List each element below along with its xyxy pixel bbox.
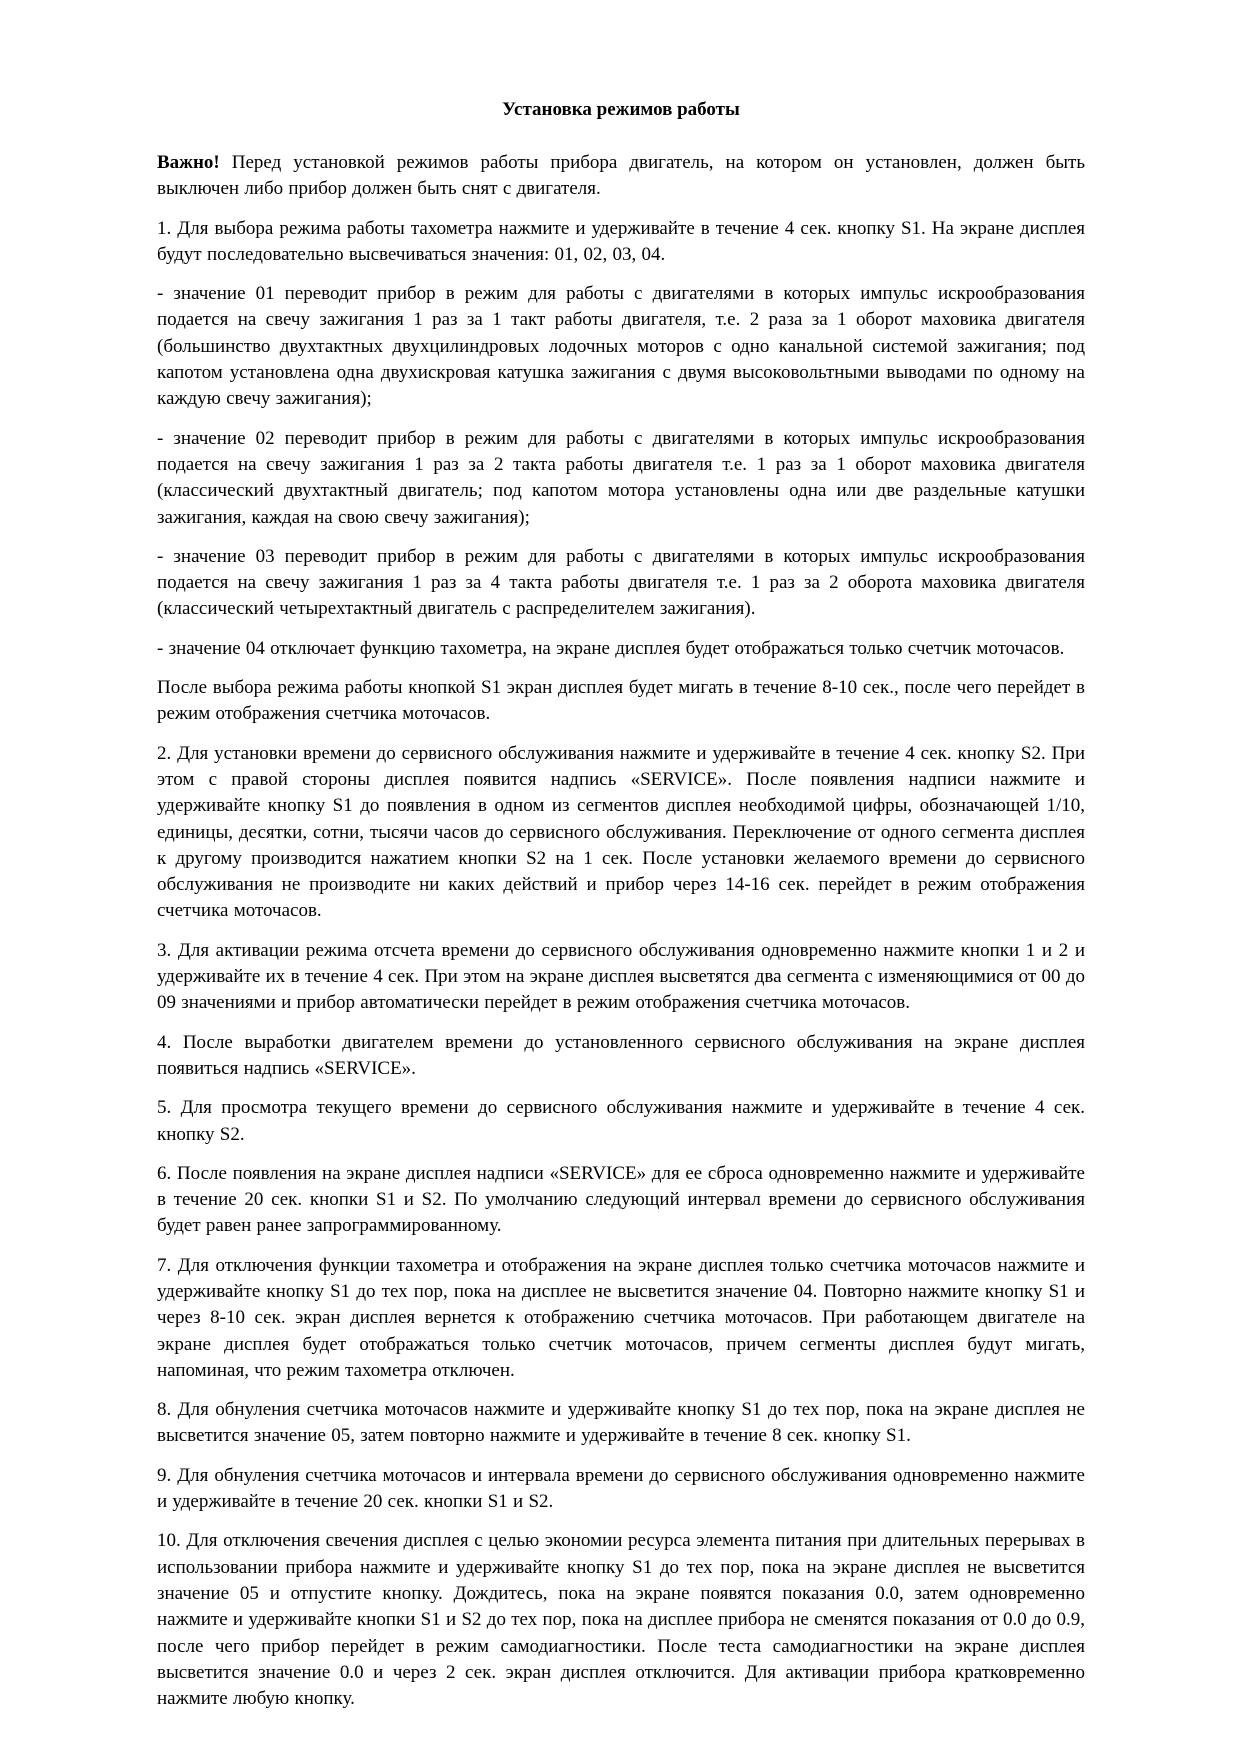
paragraph [157,1397,1085,1450]
paragraph [157,741,1085,925]
paragraph [157,426,1085,531]
paragraph-text: - значение 02 переводит прибор в режим для работы с двигателями в которых импульс искрообразования подается на свечу зажигания 1 раз за 2 такта работы двигателя т.е. 1 раз за 1 оборот маховика двигателя (классический двухтактный двигатель; под капотом мотора установлены одна или две раздельные катушки зажигания, каждая на свою свечу зажигания); [157,427,1085,528]
paragraph-text: 5. Для просмотра текущего времени до сервисного обслуживания нажмите и удерживайте в течение 4 сек. кнопку S2. [157,1097,1085,1145]
paragraph [157,150,1085,203]
paragraph-text: 4. После выработки двигателем времени до установленного сервисного обслуживания на экране дисплея появиться надпись «SERVICE». [157,1031,1085,1079]
paragraph [157,1528,1085,1712]
paragraph [157,675,1085,728]
paragraph-text: - значение 01 переводит прибор в режим для работы с двигателями в которых импульс искрообразования подается на свечу зажигания 1 раз за 1 такт работы двигателя, т.е. 2 раза за 1 оборот маховика двигателя (большинство двухтактных двухцилиндровых лодочных моторов с одно канальной системой зажигания; под капотом установлена одна двухискровая катушка зажигания с двумя высоковольтными выводами по одному на каждую свечу зажигания); [157,283,1085,410]
paragraph [157,1463,1085,1516]
paragraph-text: 7. Для отключения функции тахометра и отображения на экране дисплея только счетчика моточасов нажмите и удерживайте кнопку S1 до тех пор, пока на дисплее не высветится значение 04. Повторно нажмите кнопку S1 и через 8-10 сек. экран дисплея вернется к отображению счетчика моточасов. При работающем двигателе на экране дисплея будет отображаться только счетчик моточасов, причем сегменты дисплея будут мигать, напоминая, что режим тахометра отключен. [157,1254,1085,1381]
page-title: Установка режимов работы [502,99,740,120]
paragraph [157,636,1085,662]
paragraph-text: 9. Для обнуления счетчика моточасов и интервала времени до сервисного обслуживания одновременно нажмите и удерживайте в течение 20 сек. кнопки S1 и S2. [157,1464,1085,1513]
paragraph-text: 8. Для обнуления счетчика моточасов нажмите и удерживайте кнопку S1 до тех пор, пока на экране дисплея не высветится значение 05, затем повторно нажмите и удерживайте в течение 8 сек. кнопку S1. [157,1399,1085,1447]
paragraph-text: 2. Для установки времени до сервисного обслуживания нажмите и удерживайте в течение 4 сек. кнопку S2. При этом с правой стороны дисплея появится надпись «SERVICE». После появления надписи нажмите и удерживайте кнопку S1 до появления в одном из сегментов дисплея необходимой цифры, обозначающей 1/10, единицы, десятки, сотни, тысячи часов до сервисного обслуживания. Переключение от одного сегмента дисплея к другому производится нажатием кнопки S2 на 1 сек. После установки желаемого времени до сервисного обслуживания не производите ни каких действий и прибор через 14-16 сек. перейдет в режим отображения счетчика моточасов. [157,742,1085,922]
paragraph-text: После выбора режима работы кнопкой S1 экран дисплея будет мигать в течение 8-10 сек., после чего перейдет в режим отображения счетчика моточасов. [157,677,1085,725]
paragraph-text: 6. После появления на экране дисплея надписи «SERVICE» для ее сброса одновременно нажмите и удерживайте в течение 20 сек. кнопки S1 и S2. По умолчанию следующий интервал времени до сервисного обслуживания будет равен ранее запрограммированному. [157,1162,1085,1237]
important-label: Важно! [157,152,220,173]
paragraph [157,1161,1085,1240]
paragraph [157,1095,1085,1148]
paragraph-text: - значение 04 отключает функцию тахометра, на экране дисплея будет отображаться только счетчик моточасов. [157,637,1065,659]
paragraph-text: 10. Для отключения свечения дисплея с целью экономии ресурса элемента питания при длительных перерывах в использовании прибора нажмите и удерживайте кнопку S1 до тех пор, пока на экране дисплея не высветится значение 05 и отпустите кнопку. Дождитесь, пока на экране появятся показания 0.0, затем одновременно нажмите и удерживайте кнопки S1 и S2 до тех пор, пока на дисплее прибора не сменятся показания от 0.0 до 0.9, после чего прибор перейдет в режим самодиагностики. После теста самодиагностики на экране дисплея высветится значение 0.0 и через 2 сек. экран дисплея отключится. Для активации прибора кратковременно нажмите любую кнопку. [157,1530,1085,1710]
paragraph [157,938,1085,1017]
paragraph [157,281,1085,412]
paragraph-text: 1. Для выбора режима работы тахометра нажмите и удерживайте в течение 4 сек. кнопку S1. На экране дисплея будут последовательно высвечиваться значения: 01, 02, 03, 04. [157,217,1085,265]
paragraph [157,1253,1085,1384]
paragraph-text: 3. Для активации режима отсчета времени до сервисного обслуживания одновременно нажмите кнопки 1 и 2 и удерживайте их в течение 4 сек. При этом на экране дисплея высветятся два сегмента с изменяющимися от 00 до 09 значениями и прибор автоматически перейдет в режим отображения счетчика моточасов. [157,939,1085,1014]
paragraph [157,216,1085,269]
document-body [157,150,1085,1712]
paragraph [157,544,1085,623]
paragraph-text: Перед установкой режимов работы прибора двигатель, на котором он установлен, должен быть выключен либо прибор должен быть снят с двигателя. [157,152,1085,200]
paragraph-text: - значение 03 переводит прибор в режим для работы с двигателями в которых импульс искрообразования подается на свечу зажигания 1 раз за 4 такта работы двигателя т.е. 1 раз за 2 оборота маховика двигателя (классический четырехтактный двигатель с распределителем зажигания). [157,545,1085,620]
paragraph [157,1030,1085,1083]
